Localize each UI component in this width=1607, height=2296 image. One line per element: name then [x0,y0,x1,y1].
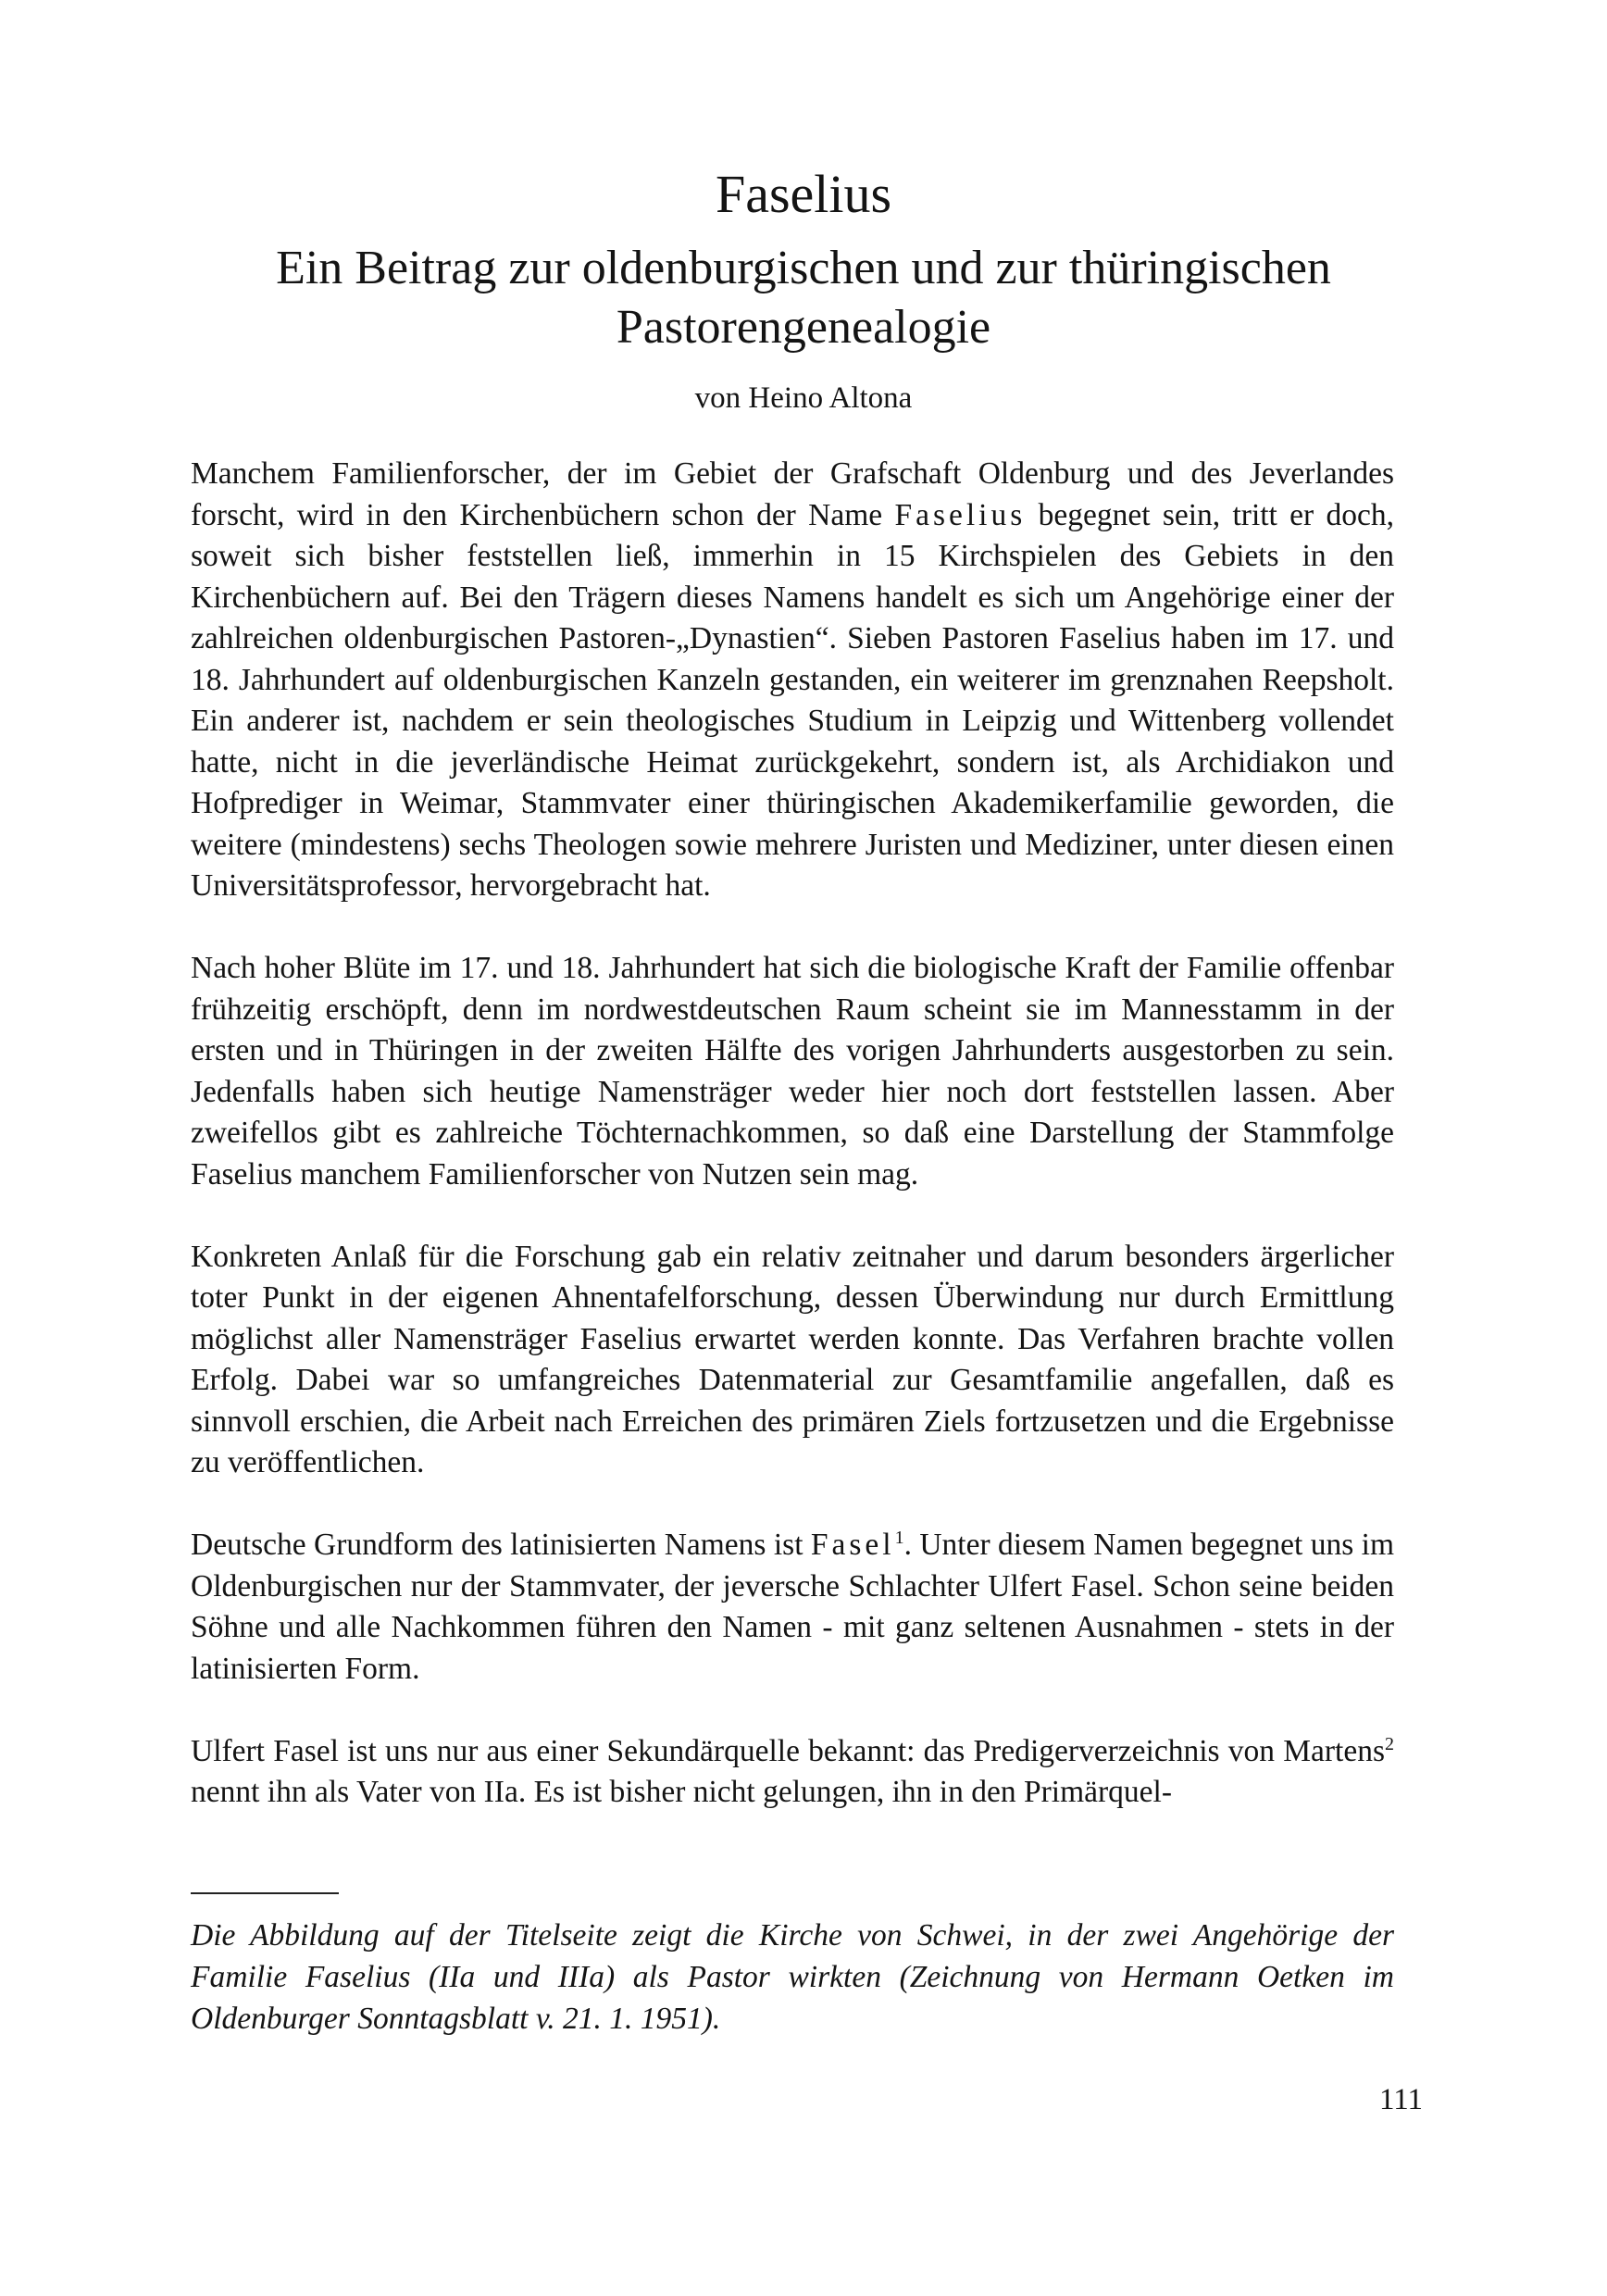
footnote-ref-2: 2 [1385,1733,1394,1754]
paragraph-5-text-b: nennt ihn als Vater von IIa. Es ist bisher nicht gelungen, ihn in den Primärquel- [191,1775,1172,1809]
page-number: 111 [1378,2083,1423,2116]
article-body [191,454,1394,1814]
paragraph-4-text-b: . Unter diesem Namen begegnet uns im Oldenburgischen nur der Stammvater, der jeversche Schlachter Ulfert Fasel. Schon seine beiden Söhne und alle Nachkommen führen den Namen - mit ganz seltenen Ausnahmen - stets in der latinisierten Form. [191,1528,1394,1686]
footnote-ref-1: 1 [894,1527,904,1548]
paragraph-2: Nach hoher Blüte im 17. und 18. Jahrhundert hat sich die biologische Kraft der Familie offenbar frühzeitig erschöpft, denn im nordwestdeutschen Raum scheint sie im Mannesstamm in der ersten und in Thüringen in der zweiten Hälfte des vorigen Jahrhunderts ausgestorben zu sein. Jedenfalls haben sich heutige Namensträger weder hier noch dort feststellen lassen. Aber zweifellos gibt es zahlreiche Töchternachkommen, so daß eine Darstellung der Stammfolge Faselius manchem Familienforscher von Nutzen sein mag. [191,951,1394,1192]
title-image-caption: Die Abbildung auf der Titelseite zeigt die Kirche von Schwei, in der zwei Angehörige der Familie Faselius (IIa und IIIa) als Pastor wirkten (Zeichnung von Hermann Oetken im Oldenburger Sonntagsblatt v. 21. 1. 1951). [191,1918,1394,2036]
paragraph-1 [191,454,1394,907]
footnote-divider [191,1892,339,1894]
article-title: Faselius [715,164,892,224]
paragraph-1-text-b: begegnet sein, tritt er doch, soweit sich bisher feststellen ließ, immerhin in 15 Kirchspielen des Gebiets in den Kirchenbüchern auf. Bei den Trägern dieses Namens handelt es sich um Angehörige einer der zahlreichen oldenburgischen Pastoren-„Dynastien“. Sieben Pastoren Faselius haben im 17. und 18. Jahrhundert auf oldenburgischen Kanzeln gestanden, ein weiterer im grenznahen Reepsholt. Ein anderer ist, nachdem er sein theologisches Studium in Leipzig und Wittenberg vollendet hatte, nicht in die jeverländische Heimat zurückgekehrt, sondern ist, als Archidiakon und Hofprediger in Weimar, Stammvater einer thüringischen Akademikerfamilie geworden, die weitere (mindestens) sechs Theologen sowie mehrere Juristen und Mediziner, unter diesen einen Universitätsprofessor, hervorgebracht hat. [191,497,1395,903]
paragraph-5-text-a: Ulfert Fasel ist uns nur aus einer Sekundärquelle bekannt: das Predigerverzeichnis von Martens [191,1733,1385,1768]
subtitle-line-1: Ein Beitrag zur oldenburgischen und zur thüringischen [276,242,1331,294]
stem-name-spaced: Fasel [810,1528,895,1562]
article-subtitle [167,239,1440,357]
subtitle-line-2: Pastorengenealogie [616,301,991,354]
paragraph-5 [191,1731,1394,1814]
paragraph-3: Konkreten Anlaß für die Forschung gab ein relativ zeitnaher und darum besonders ärgerlicher toter Punkt in der eigenen Ahnentafelforschung, dessen Überwindung nur durch Ermittlung möglichst aller Namensträger Faselius erwartet werden konnte. Das Verfahren brachte vollen Erfolg. Dabei war so umfangreiches Datenmaterial zur Gesamtfamilie angefallen, daß es sinnvoll erschien, die Arbeit nach Erreichen des primären Ziels fortzusetzen und die Ergebnisse zu veröffentlichen. [191,1239,1394,1479]
family-name-spaced: Faselius [894,497,1027,532]
paragraph-4-text-a: Deutsche Grundform des latinisierten Namens ist [191,1528,811,1562]
author-byline: von Heino Altona [694,381,913,415]
paragraph-1-text-a: Manchem Familienforscher, der im Gebiet der Grafschaft Oldenburg und des Jeverlandes forscht, wird in den Kirchenbüchern schon der Name [191,456,1394,532]
paragraph-4 [191,1525,1394,1690]
